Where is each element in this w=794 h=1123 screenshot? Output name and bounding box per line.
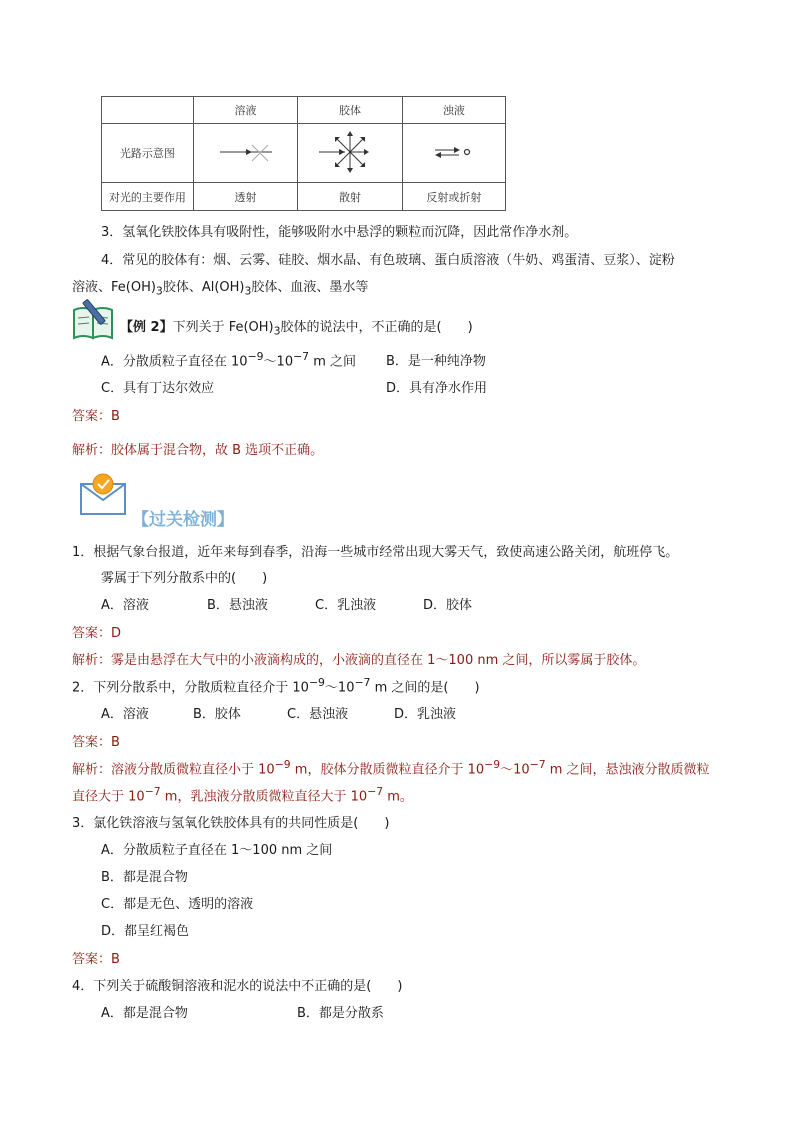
example-2-option-b: B．是一种纯净物 (386, 354, 486, 369)
table-cell: 反射或折射 (402, 183, 505, 211)
q2-analysis-line1: 解析：溶液分散质微粒直径小于 $10^{-9}$ m，胶体分散质微粒直径介于 $10^{-9}\sim 10^{-7}$ m 之间，悬浊液分散质微粒 (72, 758, 710, 778)
table-header-row (102, 97, 506, 124)
q3-option: A．分散质粒子直径在 1～100 nm 之间 (101, 843, 333, 858)
q2-option: A．溶液 (101, 707, 149, 722)
table-cell: 散射 (298, 183, 403, 211)
q1-option: B．悬浊液 (207, 598, 268, 613)
table-header-cell: 溶液 (193, 97, 297, 124)
solution-diagram (193, 124, 297, 183)
example-label: 【例 2】 (120, 320, 173, 335)
q3-option: B．都是混合物 (101, 870, 188, 885)
q2-analysis-line2: 直径大于 $10^{-7}$ m，乳浊液分散质微粒直径大于 $10^{-7}$ m。 (72, 785, 413, 805)
example-2-analysis: 解析：胶体属于混合物，故 B 选项不正确。 (72, 443, 324, 458)
optics-table (101, 96, 506, 211)
q4-stem: 4．下列关于硫酸铜溶液和泥水的说法中不正确的是( ) (72, 979, 403, 994)
q2-answer: 答案：B (72, 735, 120, 750)
q1-option: A．溶液 (101, 598, 149, 613)
example-2-stem: 【例 2】下列关于 $Fe(OH)_3$胶体的说法中，不正确的是( ) (120, 320, 473, 338)
q1-answer: 答案：D (72, 626, 122, 641)
note-3: 3．氢氧化铁胶体具有吸附性，能够吸附水中悬浮的颗粒而沉降，因此常作净水剂。 (101, 225, 578, 240)
suspension-diagram (402, 124, 505, 183)
q1-stem-line2: 雾属于下列分散系中的( ) (101, 571, 268, 586)
table-row (102, 124, 506, 183)
q2-option: D．乳浊液 (394, 707, 457, 722)
colloid-diagram (298, 124, 403, 183)
example-2-option-d: D．具有净水作用 (386, 381, 488, 396)
example-2-option-a: A．分散质粒子直径在 $10^{-9}\sim 10^{-7}$ m 之间 (101, 350, 356, 370)
table-row-label: 对光的主要作用 (102, 183, 194, 211)
table-row (102, 183, 506, 211)
q1-option: C．乳浊液 (315, 598, 377, 613)
q1-stem-line1: 1．根据气象台报道，近年来每到春季，沿海一些城市经常出现大雾天气，致使高速公路关闭，航班停飞。 (72, 545, 679, 560)
q2-option: B．胶体 (193, 707, 241, 722)
transmission-diagram-icon (216, 137, 276, 167)
q2-stem: 2．下列分散系中，分散质粒直径介于 $10^{-9}\sim 10^{-7}$ m 之间的是( ) (72, 676, 480, 696)
q3-option: D．都呈红褐色 (101, 924, 190, 939)
q4-option: B．都是分散系 (297, 1006, 384, 1021)
q3-stem: 3．氯化铁溶液与氢氧化铁胶体具有的共同性质是( ) (72, 816, 390, 831)
q1-analysis: 解析：雾是由悬浮在大气中的小液滴构成的，小液滴的直径在 1～100 nm 之间，所以雾属于胶体。 (72, 653, 646, 668)
table-header-cell (102, 97, 194, 124)
table-cell: 透射 (193, 183, 297, 211)
q1-option: D．胶体 (423, 598, 473, 613)
example-2-option-c: C．具有丁达尔效应 (101, 381, 215, 396)
table-row-label: 光路示意图 (102, 124, 194, 183)
check-envelope-icon (77, 470, 129, 522)
q3-answer: 答案：B (72, 952, 120, 967)
scatter-diagram-icon (315, 129, 385, 175)
q3-option: C．都是无色、透明的溶液 (101, 897, 254, 912)
q4-option: A．都是混合物 (101, 1006, 188, 1021)
reflection-diagram-icon (429, 142, 479, 162)
table-header-cell: 胶体 (298, 97, 403, 124)
section-title: 【过关检测】 (132, 510, 234, 530)
note-4-line1: 4．常见的胶体有：烟、云雾、硅胶、烟水晶、有色玻璃、蛋白质溶液（牛奶、鸡蛋清、豆浆）、淀粉 (101, 253, 675, 268)
table-header-cell: 浊液 (402, 97, 505, 124)
note-4-line2: 溶液、$Fe(OH)_3$胶体、$Al(OH)_3$胶体、血液、墨水等 (72, 280, 369, 298)
q2-option: C．悬浊液 (287, 707, 349, 722)
example-2-answer: 答案：B (72, 409, 120, 424)
notebook-pen-icon (71, 298, 117, 346)
